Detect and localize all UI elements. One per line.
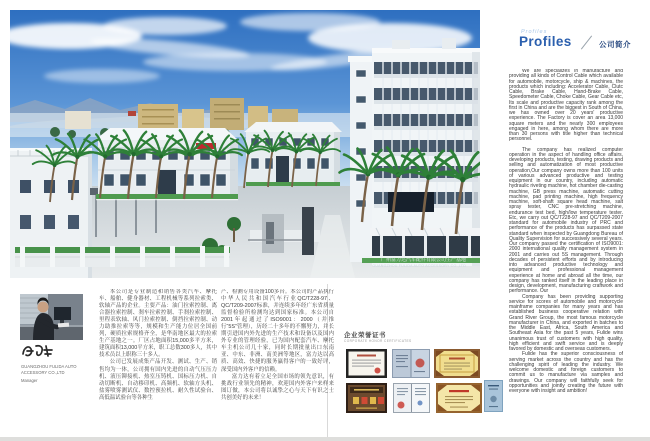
english-paragraph-3: Company has been providing supporting service for scores of automobile and motorcycle mainframe companies for many years and has established business cooperative relation with Grand River Group, the most famous motorcycle manufacturer in China, and exported in batches to the Middle East, Africa, South America and Southeast Asia for the past 5 years, Fulide wins unanimous trust of customers with high quality, high efficient and swift service and is deeply favored by domestic and overseas customers. <box>509 293 623 352</box>
certificate-6-golden <box>436 383 482 413</box>
factory-photo <box>10 10 480 278</box>
factory-photo-illustration <box>10 10 480 278</box>
certificate-5-white-booklet <box>393 383 430 413</box>
photo-caption <box>372 257 466 268</box>
profiles-title: Profiles <box>519 34 572 49</box>
manager-photo <box>20 294 83 340</box>
certificates-subheading: CORPORATE HONOR CERTIFICATES <box>344 339 412 343</box>
office-tower <box>348 38 480 266</box>
chinese-column-1 <box>99 289 217 439</box>
chinese-paragraph: 公司已发展成集产品开发、测试、生产、销售均为一体，公司拥有国内先进的自动气压压力机、液压铆接机、热室压铸机、国标压力机、自动切断机、自动移印机、高频机、软轴方头机、盐雾喷雾测试仪、数控预拉机、耐久性试验台、高低温试验台等各种生 <box>99 359 217 401</box>
front-fence <box>15 246 230 267</box>
chinese-paragraph: 富力达有着立足全国市场的领先意识，有挑战行业领先的精神，欢迎国内外客户来样来图订做，本公司将以诚挚之心与天下有识之士共创美好的未来！ <box>221 373 334 401</box>
profiles-ghost-text: Profiles <box>521 29 548 35</box>
certificate-7-blue-cover <box>484 380 503 412</box>
chinese-paragraph: 本公司是专业制造和销售各类汽车、摩托车、船舶、健身器材、工程机械等系列拉索类、软轴产品的企业。主要产品：油门拉索控制、离合器拉索控制、刹车拉索控制、手刹拉索控制、里程表软轴、风门拉索控制、倒挡拉索控制、动力助推拉索等等，规模和生产能力位居全国前列，硬质拉索规格齐全，是华南地区最大的拉索生产基地之一。厂区占地面积15,000多平方米，建筑面积13,000平方米，职工总数300多人，其中技术员以上职称三十多人。 <box>99 289 217 359</box>
english-profile-text <box>509 69 623 434</box>
manager-org-line2: ACCESSORY CO.,LTD <box>21 369 65 375</box>
manager-org-line1: GUANGZHOU FULIDA AUTO <box>21 364 77 369</box>
english-paragraph-2: The company has realized computer operation in the aspect of handling office affairs, developing products, testing, drawing products and selling and automatization of most productive operation,Our company owns more than 100 units of various advanced productive and testing equipment in our country, including automatic hydraulic riveting machine, hot chamber die-casting machine, GB press machine, automatic cutting machine, pad printing machine, high frequency machine, soft-shaft square head machine, salt spray tester, CNC pre-stretching machine, endurance test bed, high/low temperature tester. Etc, we carry out QC/T228-97 and QC/T209-2007 standard for automobile industry of PRC and performance of the products has surpassed state standard when inspected by Guangdong Bureau of Quality Supervision for successively several years. Our company passed the certification of ISO9001: 2000 international quality management system in 2001 and carries out 5S management. Through decades of persistent efforts and by introducing into advanced productive technology and equipment and professional management experience at home and abroad all the time, our company has ranked itself in the leading place in design, development, manufacturing craftwork and performance. Our <box>509 146 623 295</box>
certificate-3-golden <box>434 349 480 378</box>
manager-org <box>21 364 96 375</box>
manager-role: Manager <box>21 378 38 383</box>
photo-caption-cn: 广州富力达汽车配件有限公司生产基地 <box>380 257 466 264</box>
certificate-1-framed <box>346 349 387 378</box>
english-paragraph-4: Fulide has the superior consciousness of serving market across the country and has the challenging spirit of leading the industry. We welcome domestic and foreign customers to commit us to manufacture via samples and drawings. Our company will faithfully seek for opportunities and jointly creating the future with everyone with insight and ambition! <box>509 351 623 394</box>
english-paragraph-1: We are specializes in manufacture and providing all kinds of Control Cable which available for automobile, motorcycle, ship & machines, the products which including: Accelerator Cable, Clutc Cable, Brake Cable, Hand-Brake Cable, Speedometer Cable, Choke Cable, Gear Cable etc, Its scale and productive capacity rank among the first in China and are the biggest in South of China, we has owned over 20 years' productive experience. The Factory is cover an area 13,000 square meters and the nearly 300 employees engaged in here, among whom there are more than 30 persons with title higher than technical personnel. <box>509 69 623 143</box>
certificate-2-blue-booklet <box>392 349 430 378</box>
certificate-4-bronze-plaque <box>346 383 387 413</box>
photo-caption-en: GUANGZHOU FULIDA AUTO ACCESSORY CO.,LTD <box>372 263 466 268</box>
certificates-heading: 企业荣誉证书 <box>344 332 386 339</box>
title-slash-divider <box>581 35 592 49</box>
manager-signature <box>21 343 55 359</box>
chinese-column-2 <box>221 289 334 439</box>
chinese-paragraph: 产、检测专用设备100多台。本公司的产品执行中华人民共和国汽车行业QC/T228-97、QC/T209-2007标准，并连续多年经广东省质量监督检验所检测均达到国家标准。本公司自2001年起通过了ISO9001：2000（并推行“5S”管理），历经二十多年的不懈努力，并长期引进国内外先进的生产技术和设备以及国内外专业的管理经验，已为国内配套汽车、摩托车主机公司几十家，同时长期批量出口东南亚、中东、非洲、南美洲等地区，富力达以高质、高效、快捷的服务赢得客户的一致好评，深受国内外客户的信赖。 <box>221 289 334 373</box>
profiles-title-cn: 公司简介 <box>599 40 631 49</box>
